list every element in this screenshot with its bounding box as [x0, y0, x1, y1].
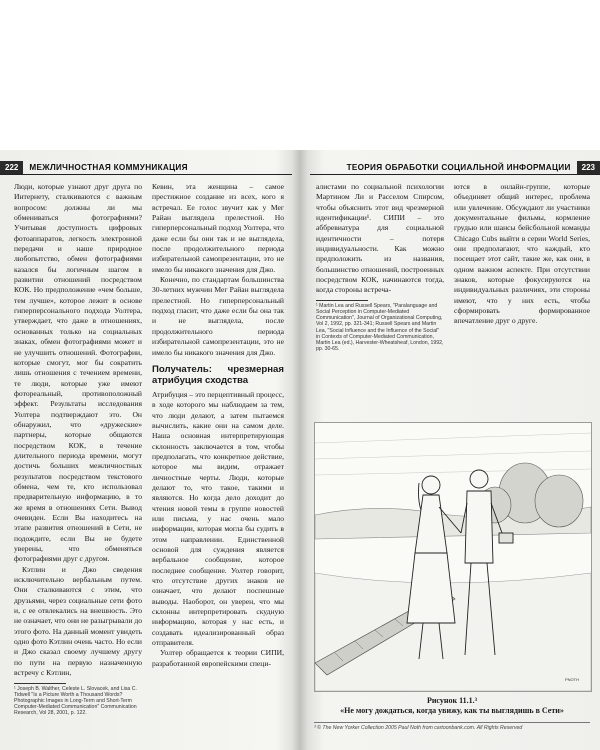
ground: [315, 573, 591, 691]
figure-credit: ³ © The New Yorker Collection 2005 Paul Noth from cartoonbank.com. All Rights Reserved: [314, 722, 590, 731]
paragraph: Уолтер обращается к теории СИПИ, разработанной европейскими специ-: [152, 648, 284, 668]
right-column-1: [316, 182, 444, 353]
left-running-head: [0, 160, 292, 175]
figure-caption-text: «Не могу дождаться, когда увижу, как ты выглядишь в Сети»: [340, 706, 564, 715]
book-gutter: [292, 150, 308, 750]
paragraph: Атрибуция – это перцептивный процесс, в ходе которого мы наблюдаем за тем, что люди делают, а затем пытаемся вычислить, какие они на самом деле. Наша основная интерпретирующая склонность заключается в том, чтобы предполагать, что конкретное действие, которое мы видим, отражает личностные черты. Люди, которые делают то, что такое, такими и являются. Но когда дело доходит до чтения новой темы в группе новостей или письма, у нас очень мало информации, которая могла бы судить в этом направлении. Единственной основой для суждения является вербальное сообщение, которое последнее сообщение. Уолтер говорит, что отсутствие других знаков не означает, что делают поспешные выводы. Наоборот, он уверен, что мы склонны интерпретировать скудную информацию, которая у нас есть, и создавать идеализированный образ отправителя.: [152, 389, 284, 648]
section-heading: Получатель: чрезмерная атрибуция сходства: [152, 363, 284, 386]
trees: [479, 463, 583, 527]
paragraph: Конечно, по стандартам большинства 30-летних мужчин Мег Райан выглядела прелестной. Но гиперперсональный подход гласит, что даже если бы она так и не выглядела, после продолжительного периода избирательной самопрезентации, это не имело бы никакого значения для Джо.: [152, 275, 284, 357]
cartoon-illustration: [315, 423, 591, 691]
paragraph: алистами по социальной психологии Мартином Ли и Расселом Спирсом, чтобы объяснить этот вид чрезмерной идентификации¹. СИПИ – это аббревиатура для социальной идентичности – потеря индивидуальности. Как можно предположить из названия, большинство отношений, построенных посредством КОК, начинаются тогда, когда стороны встреча-: [316, 182, 444, 295]
left-column-2: [152, 182, 284, 669]
right-column-2: [454, 182, 590, 382]
figure-caption: [314, 696, 590, 716]
right-running-head-text: ТЕОРИЯ ОБРАБОТКИ СОЦИАЛЬНОЙ ИНФОРМАЦИИ: [346, 162, 571, 172]
footnote-rule: [14, 683, 66, 684]
footnote: ¹ Joseph B. Walther, Celeste L. Slovacek, and Lisa C. Tidwell "Is a Picture Worth a Thousand Words? Photographic Images in Long-Term and Short-Term Computer-Mediated Communication" Communication Research, Vol 28, 2001, p. 122.: [14, 685, 137, 717]
paragraph: Люди, которые узнают друг друга по Интернету, сталкиваются с важным вопросом: должны ли мы обмениваться фотографиями? Учитывая доступность цифровых фотоаппаратов, легкость электронной передачи и наше природное любопытство, обмен фотографиями казался бы логичным шагом в развитии отношений посредством КОК. Но предположение «чем больше, тем лучше», которое лежит в основе гиперперсонального подхода Уолтера, утверждает, что даже в отношениях, основанных только на социальных знаках, обмен фотографиями может и не улучшить отношений. Фотографии, которые смогут, мог бы сократить лишь отношения с течением времени, те люди, которые уже имеют фотореальный, противоположный эффект. Результаты исследования Уолтера подтверждают это. Он обнаружил, что «дружеские» партнеры, которые общаются посредством КОК, в течение длительного периода времени, могут достичь больших межличностных результатов посредством текстового обмена, чем те, кто использовал предварительную информацию, в то же время в отношениях Сети. Вывод очевиден. Если Вы находитесь на этапе развития отношений в Сети, не подождите, если Вы не будете уверены, что обменяться фотографиями друг с другом.: [14, 182, 142, 564]
paragraph: ются в онлайн-группе, которые объединяет общий интерес, проблема или увлечение. Обсуждают ли участники документальные фильмы, кормление грудью или шансы бейсбольной команды Chicago Cubs выйти в серии World Series, они предполагают, что каждый, кто посещает этот сайт, такие же, как они, в одном важном аспекте. При отсутствии знаков, которые фокусируются на индивидуальных различиях, эти стороны имеют, что у них есть, чтобы сформировать формированное впечатление друг о друге.: [454, 182, 590, 326]
cartoon-figure: [314, 422, 592, 692]
footnote: ¹ Martin Lea and Russell Spears, "Paralanguage and Social Perception in Computer-Mediated Communication", Journal of Organizational Computing, Vol 2, 1992, pp. 321-341; Russell Spears and Martin Lea, "Social Influence and the Influence of the Social" in Contexts of Computer-Mediated Communication, Martin Lea (ed.), Harvester-Wheatsheaf, London, 1992, pp. 30-65.: [316, 302, 444, 353]
right-page-number: 223: [577, 161, 600, 174]
book-spread: [0, 150, 600, 750]
left-page-number: 222: [0, 161, 23, 174]
left-column-1: [14, 182, 142, 717]
cartoonist-signature: PNOTH: [565, 677, 579, 682]
right-running-head: [310, 160, 600, 175]
sky-hatching: [315, 433, 591, 475]
footnote-rule: [316, 300, 368, 301]
paragraph: Кевин, эта женщина – самое престижное создание из всех, кого я встречал. Ее голос звучит как у Мег Райан выглядела прелестной. Но гиперперсональный подход Уолтера, что даже если бы они так и не выглядела, после продолжительного периода избирательной самопрезентации, это не имело бы никакого значения для Джо.: [152, 182, 284, 274]
paragraph: Кэтлин и Джо сведения исключительно вербальным путем. Они сталкиваются с этим, что друзьями, через социальные сети фото и, с ее отвлекались на внешность. Это не означает, что они не разыгрывали до этого фото. На данный момент увидеть одно фото Кэтлин очень часто. Но если и Джо сказал своему лучшему другу по пути на первую назначенную встречу с Кэтлин,: [14, 564, 142, 678]
figure-caption-label: Рисунок 11.1.³: [426, 696, 478, 705]
left-running-head-text: МЕЖЛИЧНОСТНАЯ КОММУНИКАЦИЯ: [29, 162, 188, 172]
